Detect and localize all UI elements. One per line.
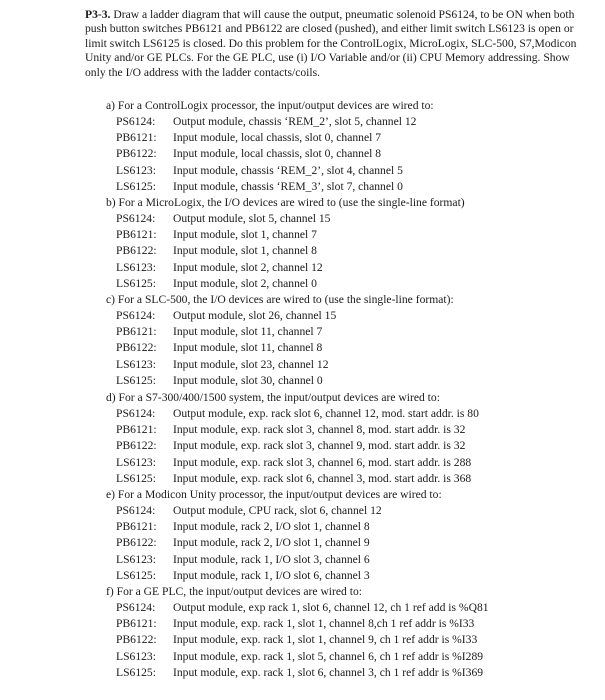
device-tag: PB6122: <box>116 536 157 550</box>
device-description: Input module, exp. rack slot 6, channel 3, mod. start addr. is 368 <box>173 471 472 485</box>
device-description: Input module, rack 1, I/O slot 6, channel 3 <box>173 568 370 582</box>
device-tag: PS6124: <box>116 115 156 128</box>
device-tag: LS6125: <box>116 471 156 485</box>
section-title-d: d) For a S7-300/400/1500 system, the input/output devices are wired to: <box>106 391 440 404</box>
device-tag: PB6121: <box>116 423 157 437</box>
device-tag: LS6125: <box>116 373 156 387</box>
device-description: Input module, slot 1, channel 7 <box>173 228 317 242</box>
device-tag: PB6122: <box>116 147 157 161</box>
section-title-b: b) For a MicroLogix, the I/O devices are wired to (use the single-line format) <box>106 196 465 209</box>
device-description: Input module, exp. rack slot 3, channel 8, mod. start addr. is 32 <box>173 423 466 437</box>
device-tag: PB6121: <box>116 325 157 339</box>
device-description: Input module, exp. rack 1, slot 1, channel 8,ch 1 ref addr is %I33 <box>173 617 475 631</box>
device-description: Input module, exp. rack 1, slot 6, channel 3, ch 1 ref addr is %I369 <box>173 665 484 679</box>
device-tag: LS6123: <box>116 649 156 663</box>
device-tag: PB6121: <box>116 131 157 145</box>
device-description: Output module, exp rack 1, slot 6, channel 12, ch 1 ref add is %Q81 <box>173 601 489 614</box>
device-description: Input module, chassis ‘REM_2’, slot 4, channel 5 <box>173 163 403 177</box>
section-title-f: f) For a GE PLC, the input/output devices are wired to: <box>106 585 362 598</box>
problem-statement <box>85 8 585 80</box>
device-description: Input module, rack 2, I/O slot 1, channel 9 <box>173 536 370 550</box>
problem-label: P3-3. <box>85 8 111 21</box>
device-description: Input module, slot 2, channel 12 <box>173 260 323 274</box>
section-title-e: e) For a Modicon Unity processor, the input/output devices are wired to: <box>106 488 442 501</box>
device-description: Input module, exp. rack slot 3, channel 6, mod. start addr. is 288 <box>173 455 472 469</box>
device-tag: PB6122: <box>116 244 157 258</box>
device-tag: LS6123: <box>116 455 156 469</box>
device-description: Input module, slot 30, channel 0 <box>173 373 323 387</box>
device-tag: LS6123: <box>116 163 156 177</box>
device-tag: PB6121: <box>116 228 157 242</box>
device-description: Output module, chassis ‘REM_2’, slot 5, channel 12 <box>173 115 417 128</box>
device-description: Input module, local chassis, slot 0, channel 7 <box>173 131 382 145</box>
device-tag: LS6125: <box>116 568 156 582</box>
device-tag: PS6124: <box>116 309 156 322</box>
section-title-c: c) For a SLC-500, the I/O devices are wired to (use the single-line format): <box>106 293 454 306</box>
device-tag: PB6122: <box>116 439 157 453</box>
device-description: Input module, exp. rack 1, slot 5, channel 6, ch 1 ref addr is %I289 <box>173 649 484 663</box>
device-description: Input module, slot 11, channel 8 <box>173 341 323 355</box>
device-description: Output module, slot 5, channel 15 <box>173 212 331 225</box>
section-title-a: a) For a ControlLogix processor, the input/output devices are wired to: <box>106 99 434 112</box>
device-description: Input module, slot 1, channel 8 <box>173 244 317 258</box>
device-tag: LS6123: <box>116 357 156 371</box>
device-tag: PS6124: <box>116 601 156 614</box>
device-description: Output module, exp. rack slot 6, channel 12, mod. start addr. is 80 <box>173 407 479 420</box>
device-description: Input module, slot 2, channel 0 <box>173 276 317 290</box>
device-description: Input module, slot 11, channel 7 <box>173 325 323 339</box>
device-description: Input module, slot 23, channel 12 <box>173 357 329 371</box>
device-tag: LS6125: <box>116 276 156 290</box>
device-tag: PS6124: <box>116 212 156 225</box>
device-tag: PB6121: <box>116 617 157 631</box>
device-tag: PB6122: <box>116 633 157 647</box>
device-description: Input module, exp. rack slot 3, channel 9, mod. start addr. is 32 <box>173 439 466 453</box>
device-tag: PS6124: <box>116 407 156 420</box>
device-description: Input module, local chassis, slot 0, channel 8 <box>173 147 382 161</box>
device-description: Input module, rack 2, I/O slot 1, channel 8 <box>173 520 370 534</box>
device-description: Input module, chassis ‘REM_3’, slot 7, channel 0 <box>173 179 403 193</box>
device-description: Input module, exp. rack 1, slot 1, channel 9, ch 1 ref addr is %I33 <box>173 633 478 647</box>
device-tag: LS6125: <box>116 179 156 193</box>
device-description: Output module, CPU rack, slot 6, channel 12 <box>173 504 382 517</box>
device-description: Output module, slot 26, channel 15 <box>173 309 337 322</box>
device-tag: LS6125: <box>116 665 156 679</box>
problem-text: Draw a ladder diagram that will cause the output, pneumatic solenoid PS6124, to be ON when both push button switches PB6121 and PB6122 are closed (pushed), and either limit switch LS6123 is open or limit switch LS6125 is closed. Do this problem for the ControlLogix, MicroLogix, SLC-500, S7,Modicon Unity and/or GE PLCs. For the GE PLC, use (i) I/O Variable and/or (ii) CPU Memory addressing. Show only the I/O address with the ladder contacts/coils. <box>85 8 577 79</box>
device-tag: PS6124: <box>116 504 156 517</box>
device-tag: PB6122: <box>116 341 157 355</box>
device-tag: PB6121: <box>116 520 157 534</box>
device-description: Input module, rack 1, I/O slot 3, channel 6 <box>173 552 370 566</box>
device-tag: LS6123: <box>116 552 156 566</box>
device-tag: LS6123: <box>116 260 156 274</box>
